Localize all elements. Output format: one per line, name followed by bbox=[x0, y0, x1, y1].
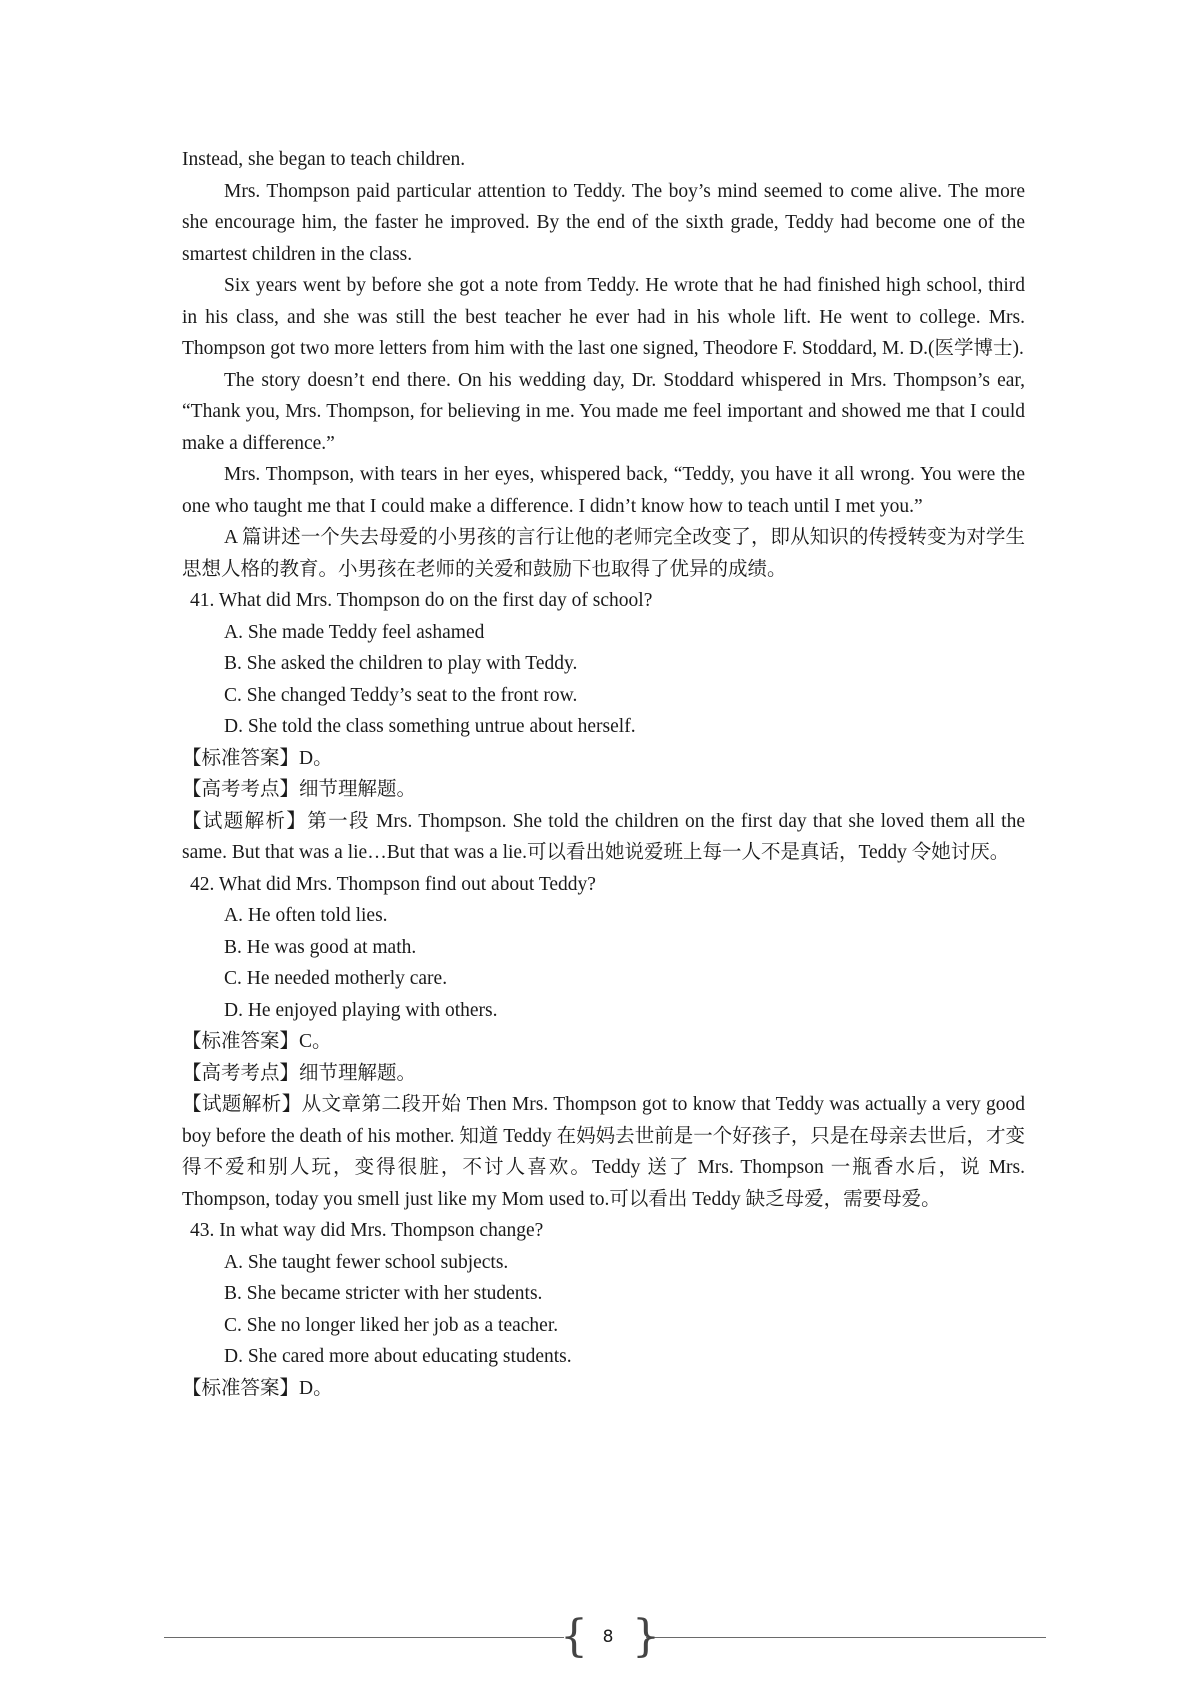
right-brace-icon: } bbox=[632, 1611, 660, 1662]
question-42-point: 【高考考点】细节理解题。 bbox=[182, 1062, 417, 1084]
question-42: 42. What did Mrs. Thompson find out about Teddy? bbox=[190, 873, 596, 895]
question-43-option-a: A. She taught fewer school subjects. bbox=[224, 1251, 509, 1273]
passage-paragraph-3: Six years went by before she got a note from Teddy. He wrote that he had finished high school, third in his class, and she was still the best teacher he ever had in his whole lift. He went to college. Mrs. Thompson got two more letters from him with the last one signed, Theodore F. Stoddard, M. D.(医学博士). bbox=[182, 275, 1025, 359]
question-42-answer: 【标准答案】C。 bbox=[182, 1031, 332, 1052]
passage-paragraph-1: Instead, she began to teach children. bbox=[182, 149, 466, 170]
question-43-option-b: B. She became stricter with her students. bbox=[224, 1283, 543, 1304]
question-41-answer: 【标准答案】D。 bbox=[182, 747, 333, 769]
question-41-option-c: C. She changed Teddy’s seat to the front row. bbox=[224, 684, 578, 706]
question-41-analysis: 【试题解析】第一段 Mrs. Thompson. She told the children on the first day that she loved them all the same. But that was a lie…But that was a lie.可以看出她说爱班上每一人不是真话，Teddy 令她讨厌。 bbox=[182, 810, 1025, 863]
question-43-answer: 【标准答案】D。 bbox=[182, 1377, 333, 1399]
question-41-option-b: B. She asked the children to play with Teddy. bbox=[224, 653, 578, 674]
question-42-option-c: C. He needed motherly care. bbox=[224, 968, 448, 989]
question-41-option-a: A. She made Teddy feel ashamed bbox=[224, 621, 485, 643]
page-number: 8 bbox=[602, 1627, 614, 1647]
question-42-option-a: A. He often told lies. bbox=[224, 905, 388, 926]
footer-rule-left bbox=[164, 1637, 564, 1638]
footer-rule-right bbox=[646, 1637, 1046, 1638]
passage-paragraph-5: Mrs. Thompson, with tears in her eyes, whispered back, “Teddy, you have it all wrong. You were the one who taught me that I could make a difference. I didn’t know how to teach until I met you.” bbox=[182, 464, 1025, 517]
question-41-point: 【高考考点】细节理解题。 bbox=[182, 779, 417, 800]
page-content bbox=[182, 144, 1025, 1404]
question-43: 43. In what way did Mrs. Thompson change? bbox=[190, 1220, 544, 1241]
question-43-option-c: C. She no longer liked her job as a teacher. bbox=[224, 1314, 559, 1336]
question-42-option-d: D. He enjoyed playing with others. bbox=[224, 999, 498, 1021]
question-42-analysis: 【试题解析】从文章第二段开始 Then Mrs. Thompson got to know that Teddy was actually a very good boy before the death of his mother. 知道 Teddy 在妈妈去世前是一个好孩子，只是在母亲去世后，才变得不爱和别人玩，变得很脏，不讨人喜欢。Teddy 送了 Mrs. Thompson 一瓶香水后，说 Mrs. Thompson, today you smell just like my Mom used to.可以看出 Teddy 缺乏母爱，需要母爱。 bbox=[182, 1094, 1025, 1210]
left-brace-icon: { bbox=[560, 1611, 588, 1662]
question-41-option-d: D. She told the class something untrue about herself. bbox=[224, 716, 636, 737]
question-42-option-b: B. He was good at math. bbox=[224, 936, 417, 958]
question-41: 41. What did Mrs. Thompson do on the first day of school? bbox=[190, 590, 653, 611]
question-43-option-d: D. She cared more about educating students. bbox=[224, 1346, 572, 1367]
passage-paragraph-2: Mrs. Thompson paid particular attention to Teddy. The boy’s mind seemed to come alive. The more she encourage him, the faster he improved. By the end of the sixth grade, Teddy had become one of the smartest children in the class. bbox=[182, 180, 1025, 265]
passage-summary: A 篇讲述一个失去母爱的小男孩的言行让他的老师完全改变了，即从知识的传授转变为对学生思想人格的教育。小男孩在老师的关爱和鼓励下也取得了优异的成绩。 bbox=[182, 527, 1025, 580]
passage-paragraph-4: The story doesn’t end there. On his wedding day, Dr. Stoddard whispered in Mrs. Thompson’s ear, “Thank you, Mrs. Thompson, for believing in me. You made me feel important and showed me that I could make a difference.” bbox=[182, 369, 1025, 454]
